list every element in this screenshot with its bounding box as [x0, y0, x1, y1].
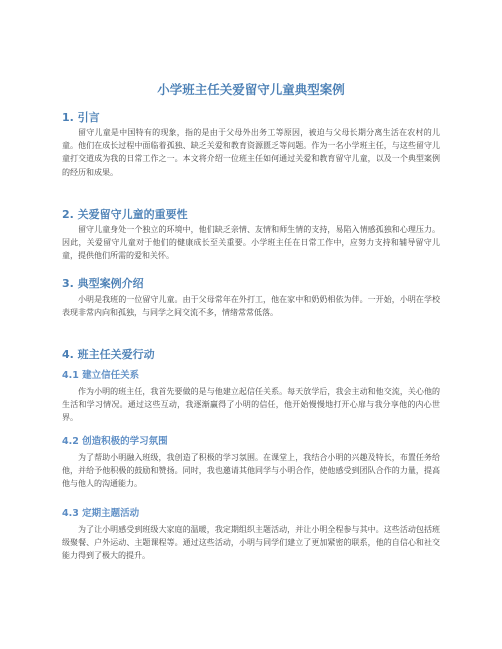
section-heading-importance: 2. 关爱留守儿童的重要性 — [62, 208, 188, 221]
section-heading-case: 3. 典型案例介绍 — [62, 277, 144, 290]
subsection-heading-trust: 4.1 建立信任关系 — [62, 370, 140, 381]
subsection-paragraph-atmosphere: 为了帮助小明融入班级，我创造了积极的学习氛围。在课堂上，我结合小明的兴趣及特长，布置任务给他，并给予他积极的鼓励和赞扬。同时，我也邀请其他同学与小明合作，使他感受到团队合作的力量，提高他与他人的沟通能力。 — [62, 453, 440, 489]
subsection-paragraph-trust: 作为小明的班主任，我首先要做的是与他建立起信任关系。每天放学后，我会主动和他交流，关心他的生活和学习情况。通过这些互动，我逐渐赢得了小明的信任，他开始慢慢地打开心扉与我分享他的内心世界。 — [62, 387, 440, 423]
section-heading-actions: 4. 班主任关爱行动 — [62, 348, 155, 361]
section-paragraph-importance: 留守儿童身处一个独立的环境中，他们缺乏亲情、友情和师生情的支持，易陷入情感孤独和心理压力。因此，关爱留守儿童对于他们的健康成长至关重要。小学班主任在日常工作中，应努力支持和辅导留守儿童，提供他们所需的爱和关怀。 — [62, 225, 440, 261]
section-paragraph-intro: 留守儿童是中国特有的现象，指的是由于父母外出务工等原因，被迫与父母长期分离生活在农村的儿童。他们在成长过程中面临着孤独、缺乏关爱和教育资源匮乏等问题。作为一名小学班主任，与这些留守儿童打交道成为我的日常工作之一。本文将介绍一位班主任如何通过关爱和教育留守儿童，以及一个典型案例的经历和成果。 — [62, 128, 440, 177]
section-paragraph-case: 小明是我班的一位留守儿童。由于父母常年在外打工，他在家中和奶奶相依为伴。一开始，小明在学校表现非常内向和孤独，与同学之间交流不多，情绪常常低落。 — [62, 295, 440, 318]
subsection-heading-atmosphere: 4.2 创造积极的学习氛围 — [62, 436, 168, 447]
document-title: 小学班主任关爱留守儿童典型案例 — [157, 82, 345, 97]
section-heading-intro: 1. 引言 — [62, 111, 100, 124]
subsection-paragraph-activities: 为了让小明感受到班级大家庭的温暖，我定期组织主题活动，并让小明全程参与其中。这些活动包括班级聚餐、户外运动、主题课程等。通过这些活动，小明与同学们建立了更加紧密的联系，他的自信心和社交能力得到了极大的提升。 — [62, 525, 440, 561]
subsection-heading-activities: 4.3 定期主题活动 — [62, 508, 140, 519]
